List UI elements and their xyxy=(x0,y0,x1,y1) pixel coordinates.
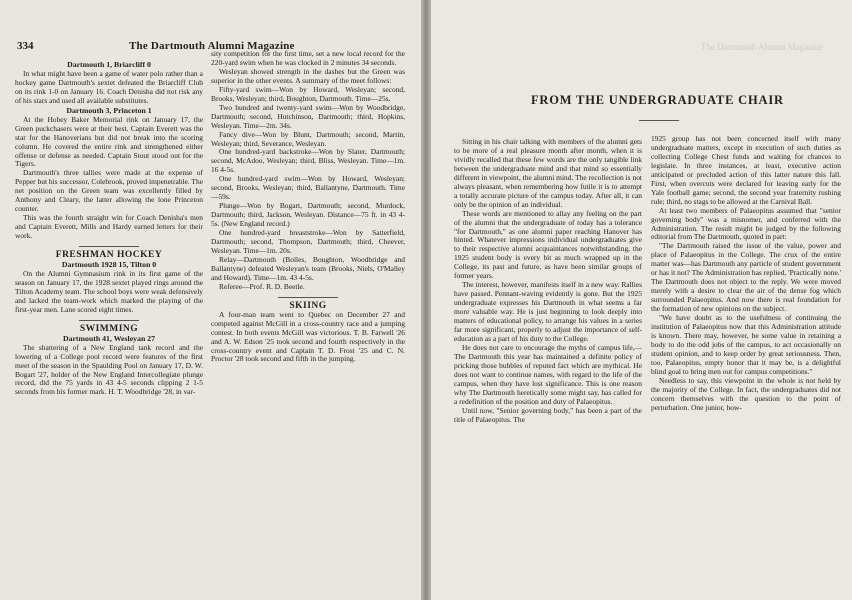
section-rule xyxy=(79,320,139,321)
result-heading: Dartmouth 1, Briarcliff 0 xyxy=(67,60,151,69)
paragraph: He does not care to encourage the myths of campus life,—The Dartmouth this year has maintained a definite policy of pricking those bubbles of reputed fact which are mythical. He does not want to continue names, with regard to the life of the campus, when they have lost significance. This is one reason why The Dartmouth heretically some might say, has called for a redefinition of the position and duty of Palaeopitus. xyxy=(454,342,642,406)
right-column-1 xyxy=(454,138,642,425)
section-rule xyxy=(278,297,338,298)
left-column-2 xyxy=(211,50,405,364)
book-gutter xyxy=(421,0,431,600)
paragraph: Fancy dive—Won by Blunt, Dartmouth; second, Martin, Wesleyan; third, Severance, Wesleyan. xyxy=(211,129,405,148)
paragraph: At the Hobey Baker Memorial rink on January 17, the Green puckchasers were at their best. Captain Everett was the star for the Hanoverians but did not break into the scoring column. He covered the entire rink and strengthened either offense or defense as needed. Captain Stout stood out for the Tigers. xyxy=(15,114,203,169)
paragraph: At least two members of Palaeopitus assumed that "senior governing body" was a misnomer, and conferred with the Administration. The result might be judged by the following editorial from The Dartmouth, quoted in part: xyxy=(651,205,841,242)
paragraph: In what might have been a game of water polo rather than a hockey game Dartmouth's sextet defeated the Briarcliff Club on its rink 1-0 on January 16. Coach Denisha did not risk any of his stars and used all available substitutes. xyxy=(15,68,203,105)
section-heading: FRESHMAN HOCKEY xyxy=(55,250,163,261)
paragraph: Sitting in his chair talking with members of the alumni gets to be more of a real pleasure month after month, when it is vividly recalled that these few words are the only tangible link between the undergraduate mind and that mind so essentially different in viewpoint, the alumni mind. The recollection is not always pleasant, when remembering how futile it is to attempt a totally accurate picture of the campus today. After all, it can only be the opinion of an individual. xyxy=(454,137,642,209)
paragraph: A four-man team went to Quebec on December 27 and competed against McGill in a cross-country race and a jumping contest. In both events McGill was victorious. T. B. Farwell '26 and A. W. Edson '25 took second and fourth respectively in the cross-country event and Captain T. D. Frost '25 and C. N. Proctor '28 took second and fifth in the jumping. xyxy=(211,309,405,364)
paragraph: sity competition for the first time, set a new local record for the 220-yard swim when he was clocked in 2 minutes 34 seconds. xyxy=(211,49,405,67)
paragraph: The interest, however, manifests itself in a new way. Rallies have passed. Pennant-waving evidently is gone. But the 1925 undergraduate expresses his Dartmouth in what seems a far more valuable way. He is just beginning to look deeply into matters of educational policy, to arrange his values in a series far more significant, properly to adjust the importance of self-education as a part of his duty to the College. xyxy=(454,280,642,343)
running-title: The Dartmouth Alumni Magazine xyxy=(129,40,295,52)
paragraph: This was the fourth straight win for Coach Denisha's men and Captain Everett, Mills and Hardy earned letters for their work. xyxy=(15,213,203,241)
paragraph: One hundred-yard breaststroke—Won by Satterfield, Dartmouth; second, Thompson, Dartmouth; third, Cheever, Wesleyan. Time—1m. 20s. xyxy=(211,228,405,255)
paragraph: Plunge—Won by Bogart, Dartmouth; second, Murdock, Dartmouth; third, Jackson, Wesleyan. Distance—75 ft. in 43 4-5s. (New England record.) xyxy=(211,201,405,229)
article-title: FROM THE UNDERGRADUATE CHAIR xyxy=(531,93,784,107)
paragraph: "The Dartmouth raised the issue of the value, power and place of Palaeopitus in the College. The crux of the entire matter was—has Dartmouth any particle of student government or has it not? The Administration has replied, 'Practically none.' The Dartmouth does not object to the reply. We were moved merely with a desire to clear the air of the dense fog which surrounded Palaeopitus. And now there is real foundation for the formation of new opinions on the subject. xyxy=(651,241,841,314)
section-heading: SWIMMING xyxy=(79,323,139,334)
left-column-1 xyxy=(15,60,203,397)
result-heading: Dartmouth 1928 15, Tilton 0 xyxy=(61,260,157,270)
right-column-2 xyxy=(651,135,841,413)
section-rule xyxy=(79,246,139,247)
section-heading: SKIING xyxy=(289,300,327,311)
paragraph: Fifty-yard swim—Won by Howard, Wesleyan; second, Brooks, Wesleyan; third, Boughton, Dartmouth. Time—25s. xyxy=(211,84,405,103)
paragraph: Dartmouth's three tallies were made at the expense of Pepper but his successor, Colebrook, proved impenetrable. The net position on the Green team was excellently filled by Anthony and Cleary, the latter allowing the lone Princeton counter. xyxy=(15,168,203,214)
show-through-header: The Dartmouth Alumni Magazine xyxy=(701,42,824,52)
paragraph: Two hundred and twenty-yard swim—Won by Woodbridge, Dartmouth; second, Hutchinson, Dartmouth; third, Hopkins, Wesleyan. Time—2m. 34s. xyxy=(211,102,405,130)
paragraph: Relay—Dartmouth (Bolles, Boughton, Woodbridge and Ballantyne) defeated Wesleyan's team (Brooks, Niels, O'Malley and Howard). Time—1m. 43 4-5s. xyxy=(211,254,405,282)
right-page xyxy=(431,0,852,600)
paragraph: "We have doubt as to the usefulness of continuing the institution of Palaeopitus now that this Administration attitude is known. There may, however, be some value in retaining a body to do the odd jobs of the campus, to act occasionally on student opinion, and to keep order by great seriousness. Then, too, Palaeopitus, empty honor that it may be, is a delightful blind goal to bring men out for campus competitions." xyxy=(651,313,841,376)
paragraph: Until now, "Senior governing body," has been a part of the title of Palaeopitus. The xyxy=(454,405,642,424)
page-number: 334 xyxy=(17,40,34,52)
paragraph: 1925 group has not been concerned itself with many undergraduate matters, except in execution of such duties as collecting College Chest funds and waiting for chances to legislate. In three instances, at least, executive action anticipated or precluded action of this latter nature this fall. First, when overcuts were declared for leaving early for the Yale football game; second, the second year fraternity rushing rule; third, no stags to be allowed at the Carnival Ball. xyxy=(651,134,841,206)
paragraph: Needless to say, this viewpoint in the whole is not held by the majority of the College. In fact, the undergraduates did not concern themselves with the question to the point of perturbation. One junior, how- xyxy=(651,375,841,412)
paragraph: Referee—Prof. R. D. Beetle. xyxy=(219,281,305,291)
paragraph: One hundred-yard backstroke—Won by Slater, Dartmouth; second, McAdoo, Wesleyan; third, Bliss, Wesleyan. Time—1m. 16 4-5s. xyxy=(211,147,405,175)
left-page xyxy=(0,0,421,600)
paragraph: On the Alumni Gymnasium rink in its first game of the season on January 17, the 1928 sextet played rings around the Tilton Academy team. The school boys were weak defensively and lacked the team-work which marked the playing of the first-year men. Lane scored eight times. xyxy=(15,268,203,314)
title-rule xyxy=(639,120,679,121)
result-heading: Dartmouth 41, Wesleyan 27 xyxy=(62,333,156,343)
paragraph: The shattering of a New England tank record and the lowering of a College pool record were features of the first meet of the season in the Spaulding Pool on January 17, D. W. Bogart '27, holder of the New England Intercollegiate plunge record, did the 75 yards in 43 4-5 seconds clipping 2 1-5 seconds from his former mark. H. T. Woodbridge '28, in var- xyxy=(15,342,203,397)
paragraph: One hundred-yard swim—Won by Howard, Wesleyan; second, Brooks, Wesleyan; third, Ballantyne, Dartmouth. Time—59s. xyxy=(211,174,405,202)
paragraph: These words are mentioned to allay any feeling on the part of the alumni that the undergraduate of today has a tolerance "for Dartmouth," as one alumni paper reaching Hanover has hinted. Whatever impressions individual undergraduates give to their respective alumni acquaintances notwithstanding, the 1925 student body is every bit as much wrapped up in the College, its past and future, as have been similar groups of former years. xyxy=(454,208,642,281)
paragraph: Wesleyan showed strength in the dashes but the Green was superior in the other events. A summary of the meet follows: xyxy=(211,66,405,85)
result-heading: Dartmouth 3, Princeton 1 xyxy=(66,105,152,115)
